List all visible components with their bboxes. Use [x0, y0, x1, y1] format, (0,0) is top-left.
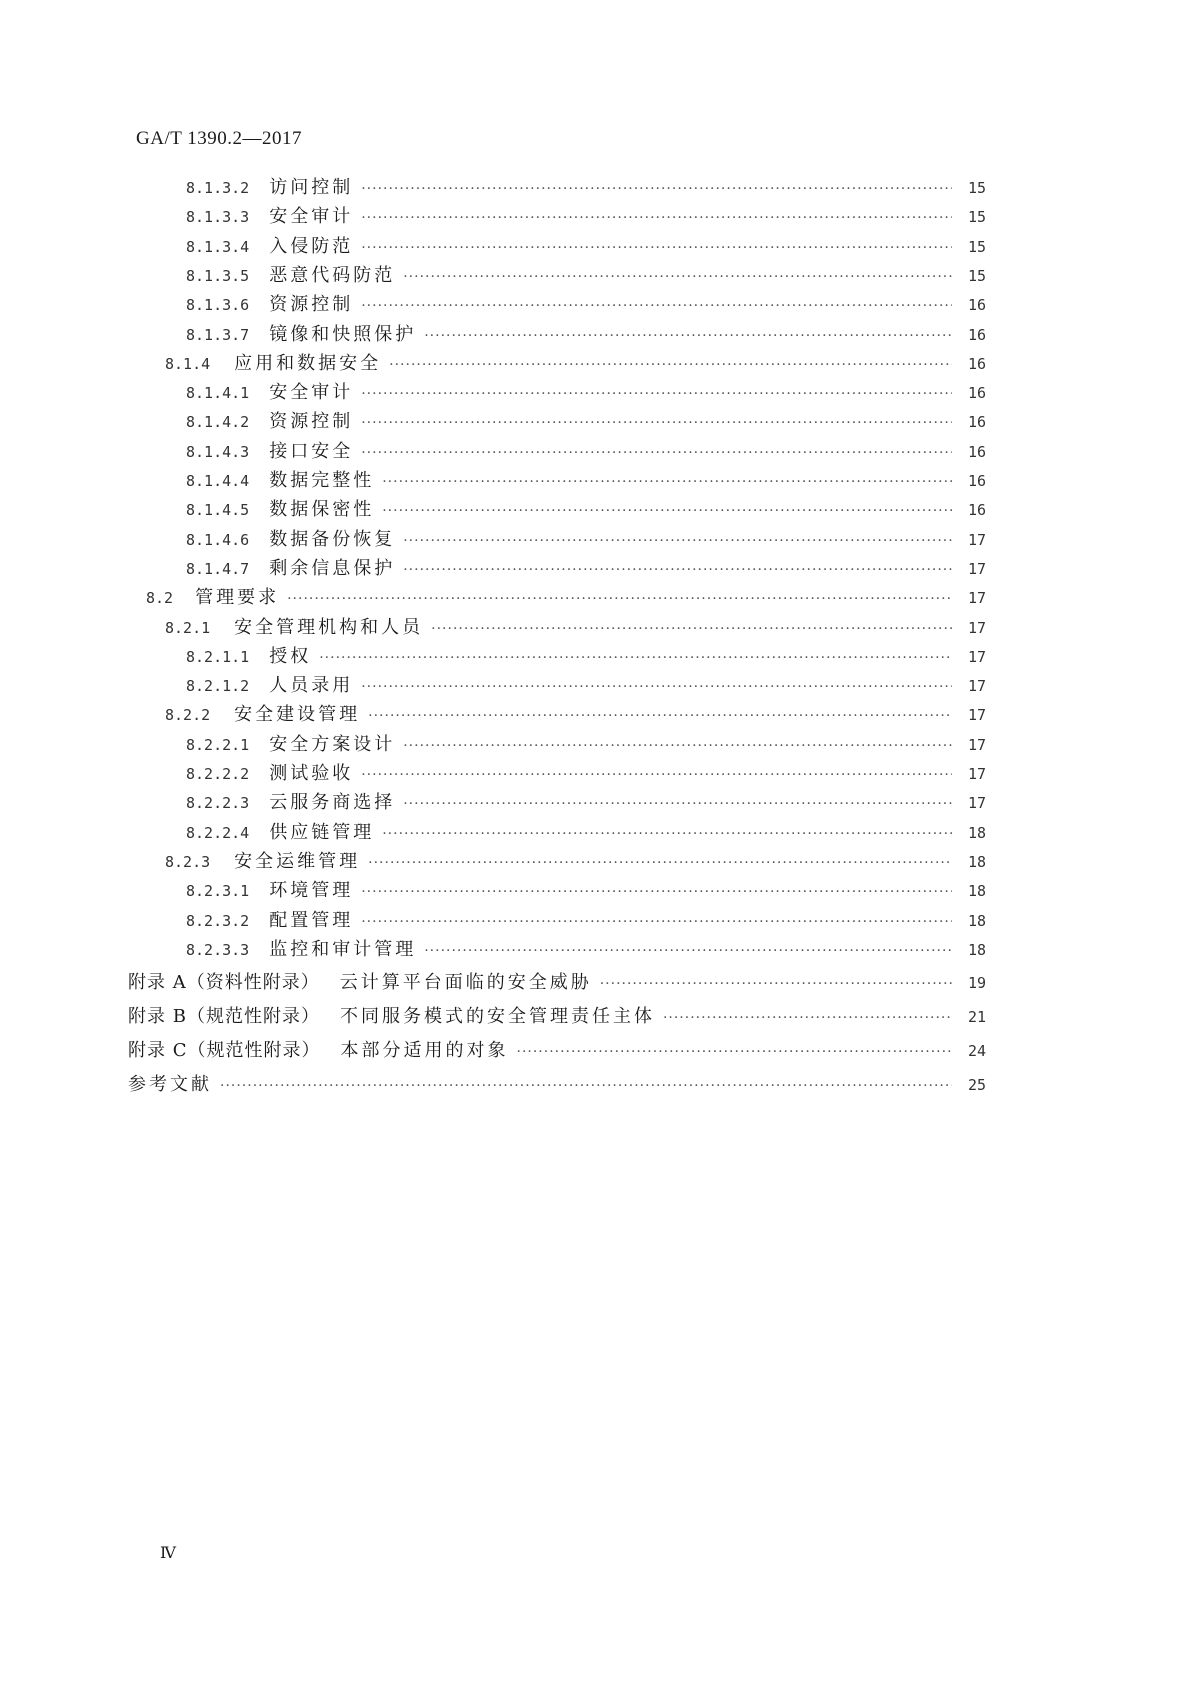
- toc-entry-title: 安全运维管理: [234, 850, 361, 872]
- toc-entry-number: 8.1.4.7: [186, 559, 250, 578]
- dot-leader: [361, 441, 952, 465]
- dot-leader: [382, 499, 952, 523]
- toc-entry-title: 安全审计: [269, 382, 354, 404]
- toc-entry[interactable]: [186, 176, 986, 201]
- toc-entry-title: 数据保密性: [269, 499, 375, 521]
- toc-entry-page: 16: [967, 442, 986, 461]
- toc-entry-number: 8.2.3.2: [186, 911, 250, 930]
- dot-leader: [361, 910, 952, 934]
- toc-entry-title: 安全审计: [269, 206, 354, 228]
- toc-entry-page: 17: [967, 647, 986, 666]
- dot-leader: [361, 763, 952, 787]
- toc-entry[interactable]: [186, 733, 986, 758]
- dot-leader: [600, 972, 952, 996]
- toc-entry-page: 16: [967, 472, 986, 490]
- toc-entry[interactable]: [186, 938, 986, 963]
- toc-entry-title: 剩余信息保护: [269, 557, 396, 579]
- dot-leader: [403, 265, 952, 289]
- dot-leader: [319, 646, 952, 670]
- toc-entry-page: 15: [967, 208, 986, 227]
- dot-leader: [389, 353, 952, 377]
- toc-entry-page: 17: [967, 765, 986, 783]
- toc-entry[interactable]: [186, 879, 986, 904]
- dot-leader: [220, 1074, 952, 1098]
- toc-entry-title: 人员录用: [269, 675, 354, 697]
- toc-entry-title: 本部分适用的对象: [340, 1040, 509, 1062]
- dot-leader: [368, 704, 952, 728]
- toc-entry-number: 8.2.1.2: [186, 677, 250, 696]
- toc-entry-title: 资源控制: [269, 411, 354, 433]
- toc-entry[interactable]: [186, 674, 986, 699]
- toc-entry-page: 17: [967, 530, 986, 549]
- toc-entry-title: 参考文献: [128, 1074, 212, 1096]
- toc-entry-title: 配置管理: [269, 909, 354, 931]
- toc-entry-number: 8.2.2: [165, 706, 211, 725]
- toc-entry-number: 8.2.2.1: [186, 735, 250, 754]
- toc-entry-number: 8.1.4.6: [186, 530, 250, 549]
- toc-entry-number: 8.1.3.7: [186, 325, 250, 344]
- dot-leader: [403, 734, 952, 758]
- toc-entry-title: 安全建设管理: [234, 704, 361, 726]
- toc-entry-page: 17: [967, 589, 986, 608]
- toc-entry[interactable]: [186, 528, 986, 553]
- toc-entry-page: 16: [967, 413, 986, 432]
- toc-entry-title: 资源控制: [269, 294, 354, 316]
- dot-leader: [382, 470, 952, 494]
- dot-leader: [361, 206, 952, 230]
- toc-entry-page: 15: [967, 237, 986, 256]
- toc-entry-title: 管理要求: [195, 587, 280, 609]
- dot-leader: [431, 617, 952, 641]
- dot-leader: [517, 1040, 953, 1064]
- toc-entry-title: 安全管理机构和人员: [234, 616, 424, 638]
- toc-entry[interactable]: [186, 323, 986, 348]
- toc-entry-page: 24: [967, 1042, 986, 1061]
- toc-entry-page: 18: [967, 940, 986, 959]
- toc-entry-title: 安全方案设计: [269, 733, 396, 755]
- toc-entry-number: 8.2.3: [165, 852, 211, 871]
- toc-entry[interactable]: [146, 586, 986, 611]
- document-id-header: GA/T 1390.2—2017: [136, 128, 302, 149]
- toc-entry-page: 16: [967, 501, 986, 520]
- toc-entry-title: 数据备份恢复: [269, 528, 396, 550]
- dot-leader: [287, 587, 952, 611]
- toc-entry-page: 16: [967, 296, 986, 315]
- dot-leader: [361, 880, 952, 904]
- toc-entry-page: 17: [967, 559, 986, 578]
- dot-leader: [403, 792, 952, 816]
- toc-entry-title: 监控和审计管理: [269, 938, 417, 960]
- toc-entry-number: 8.1.3.4: [186, 237, 250, 256]
- toc-entry-page: 16: [967, 384, 986, 403]
- page-number-footer: Ⅳ: [160, 1545, 176, 1562]
- toc-entry[interactable]: [186, 293, 986, 318]
- toc-entry[interactable]: [128, 971, 986, 996]
- toc-entry[interactable]: [186, 235, 986, 260]
- toc-entry-title: 供应链管理: [269, 821, 375, 843]
- dot-leader: [424, 939, 952, 963]
- toc-entry-number: 8.2.3.3: [186, 940, 250, 959]
- toc-entry[interactable]: [186, 498, 986, 523]
- toc-entry[interactable]: [186, 557, 986, 582]
- toc-entry-page: 16: [967, 354, 986, 373]
- toc-entry[interactable]: [186, 791, 986, 816]
- toc-entry-title: 访问控制: [269, 177, 354, 198]
- toc-entry-number: 8.1.4.1: [186, 384, 250, 403]
- toc-entry-page: 15: [967, 179, 986, 197]
- toc-entry-title: 恶意代码防范: [269, 264, 396, 286]
- toc-entry-number: 8.1.4.4: [186, 472, 250, 490]
- toc-entry-number: 8.1.4.2: [186, 413, 250, 432]
- toc-entry-page: 17: [967, 706, 986, 725]
- toc-entry-number: 8.2.1.1: [186, 647, 250, 666]
- dot-leader: [368, 851, 952, 875]
- toc-entry-page: 25: [967, 1076, 986, 1095]
- toc-entry[interactable]: [165, 616, 986, 641]
- toc-entry-number: 8.2.2.4: [186, 823, 250, 842]
- toc-entry[interactable]: [186, 264, 986, 289]
- toc-entry-title: 镜像和快照保护: [269, 323, 417, 345]
- toc-entry-title: 应用和数据安全: [234, 352, 382, 374]
- toc-entry[interactable]: [186, 381, 986, 406]
- toc-entry[interactable]: [186, 762, 986, 787]
- toc-entry[interactable]: [128, 1005, 986, 1030]
- toc-entry-title: 接口安全: [269, 440, 354, 462]
- toc-entry-number: 8.1.4.5: [186, 501, 250, 520]
- toc-entry[interactable]: [186, 645, 986, 670]
- toc-entry-number: 附录 A（资料性附录）: [128, 972, 320, 994]
- toc-entry[interactable]: [186, 440, 986, 465]
- dot-leader: [361, 294, 952, 318]
- dot-leader: [403, 558, 952, 582]
- toc-entry-title: 授权: [269, 645, 312, 667]
- toc-entry-page: 18: [967, 882, 986, 901]
- toc-entry[interactable]: [186, 205, 986, 230]
- toc-entry-title: 测试验收: [269, 763, 354, 784]
- toc-entry-page: 18: [967, 911, 986, 930]
- dot-leader: [361, 382, 952, 406]
- toc-entry[interactable]: [186, 410, 986, 435]
- toc-entry-number: 8.1.4: [165, 354, 211, 373]
- toc-entry-number: 8.1.3.2: [186, 179, 250, 197]
- toc-entry-page: 17: [967, 735, 986, 754]
- toc-entry-title: 云计算平台面临的安全威胁: [339, 972, 592, 994]
- toc-entry-page: 18: [967, 852, 986, 871]
- toc-entry-page: 16: [967, 325, 986, 344]
- toc-entry-number: 8.2.2.3: [186, 794, 250, 813]
- toc-entry-number: 8.1.3.3: [186, 208, 250, 227]
- toc-entry[interactable]: [165, 850, 986, 875]
- toc-entry-number: 8.1.3.6: [186, 296, 250, 315]
- toc-entry-number: 8.2.1: [165, 618, 211, 637]
- toc-entry[interactable]: [186, 909, 986, 934]
- toc-entry[interactable]: [165, 352, 986, 377]
- toc-entry-page: 17: [967, 794, 986, 813]
- toc-entry-page: 21: [967, 1008, 986, 1027]
- toc-entry-title: 入侵防范: [269, 235, 354, 257]
- toc-entry-number: 8.2.3.1: [186, 882, 250, 901]
- toc-entry-title: 环境管理: [269, 880, 354, 902]
- toc-entry-page: 18: [967, 823, 986, 842]
- toc-entry-title: 数据完整性: [269, 470, 375, 491]
- toc-entry-number: 8.2.2.2: [186, 765, 250, 783]
- dot-leader: [663, 1006, 952, 1030]
- toc-entry-number: 8.2: [146, 589, 174, 608]
- toc-entry[interactable]: [128, 1073, 986, 1098]
- toc-entry-title: 云服务商选择: [269, 792, 396, 814]
- dot-leader: [424, 324, 952, 348]
- dot-leader: [361, 411, 952, 435]
- toc-entry[interactable]: [186, 469, 986, 494]
- dot-leader: [361, 675, 952, 699]
- toc-entry-page: 19: [967, 974, 986, 993]
- toc-entry[interactable]: [165, 703, 986, 728]
- dot-leader: [361, 177, 952, 201]
- toc-entry-page: 17: [967, 677, 986, 696]
- toc-entry-number: 附录 B（规范性附录）: [128, 1006, 320, 1028]
- toc-entry-number: 8.1.3.5: [186, 266, 250, 285]
- dot-leader: [382, 822, 952, 846]
- toc-entry[interactable]: [128, 1039, 986, 1064]
- toc-entry-number: 附录 C（规范性附录）: [128, 1040, 321, 1062]
- toc-entry-page: 17: [967, 618, 986, 637]
- toc-entry-number: 8.1.4.3: [186, 442, 250, 461]
- toc-entry-title: 不同服务模式的安全管理责任主体: [339, 1006, 655, 1028]
- dot-leader: [361, 236, 952, 260]
- toc-entry[interactable]: [186, 821, 986, 846]
- toc-entry-page: 15: [967, 266, 986, 285]
- dot-leader: [403, 529, 952, 553]
